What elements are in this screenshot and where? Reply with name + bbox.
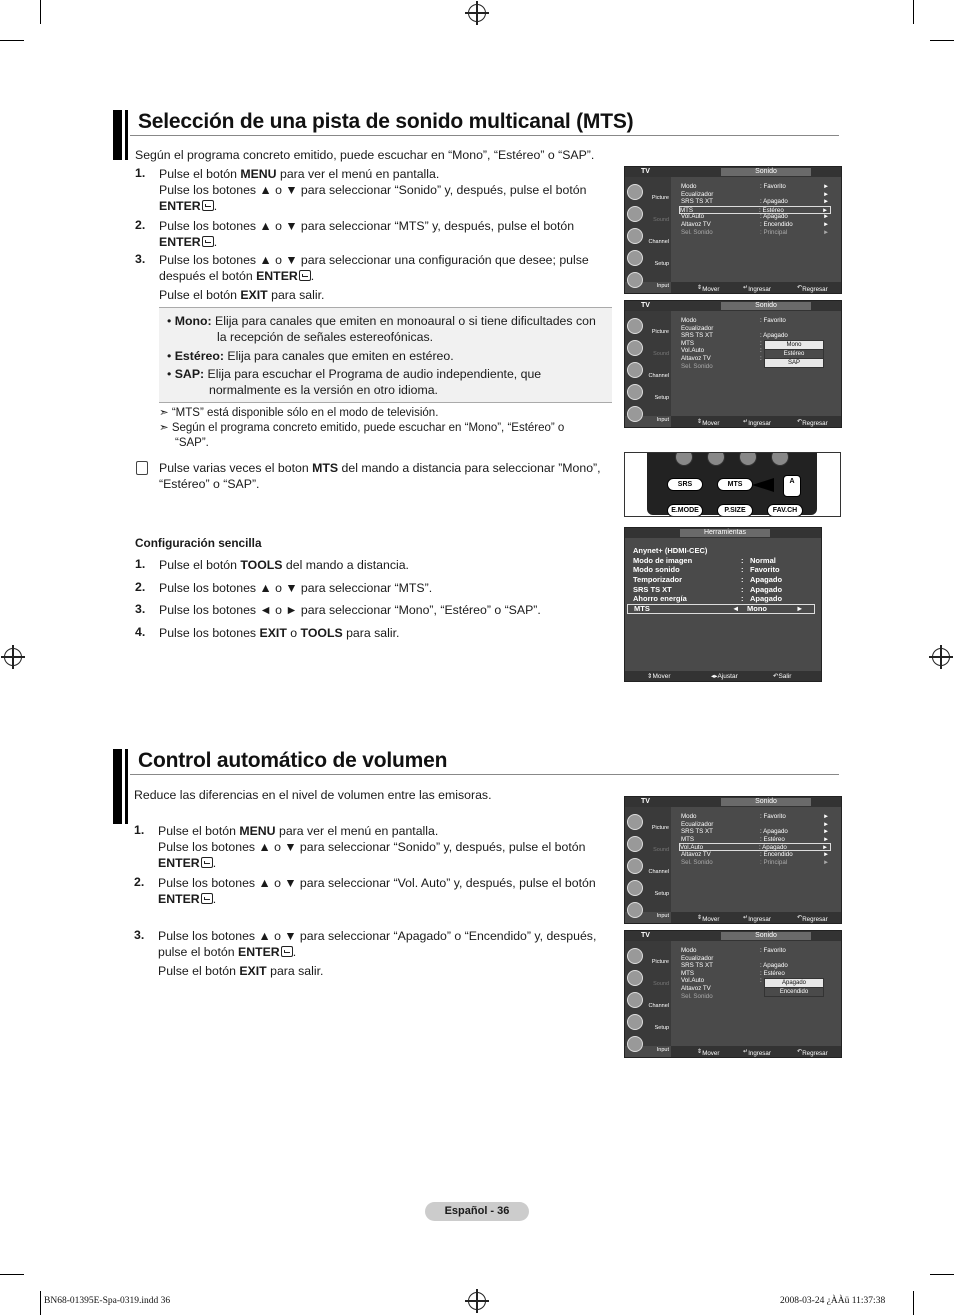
section-bar [125, 749, 128, 824]
easy-setup-title: Configuración sencilla [135, 536, 262, 550]
hint-mover: Mover [702, 420, 720, 427]
section-bar [113, 749, 122, 824]
step-number: 1. [134, 823, 145, 837]
crop-mark [0, 1274, 24, 1275]
hint-ingresar: Ingresar [748, 286, 771, 293]
step-3: Pulse los botones ▲ o ▼ para seleccionar una configuración que desee; pulse después el botón ENTER . [159, 253, 589, 283]
setup-icon [627, 250, 643, 266]
crop-mark [913, 1291, 914, 1315]
menu-row[interactable]: Modo : Favorito ► [681, 813, 830, 820]
hint-ingresar: Ingresar [748, 1050, 771, 1057]
tools-row-selected-mts[interactable]: MTS ◄ Mono ► [627, 604, 815, 614]
side-item: Sound [653, 351, 669, 357]
step-number: 1. [135, 166, 146, 180]
tools-row[interactable]: Ahorro energía : Apagado [633, 594, 783, 603]
enter-icon [201, 893, 213, 904]
page-number-badge: Español - 36 [425, 1202, 529, 1221]
menu-title: Sonido [721, 168, 811, 176]
picture-icon [627, 184, 643, 200]
intro-text: Según el programa concreto emitido, puede escuchar en “Mono”, “Estéreo” o “SAP”. [135, 148, 595, 162]
tools-row[interactable]: SRS TS XT : Apagado [633, 585, 783, 594]
menu-row[interactable]: Sel. Sonido [681, 363, 713, 370]
popup-option[interactable]: Estéreo [764, 349, 824, 359]
section-bar [125, 110, 128, 160]
mts-popup[interactable] [764, 341, 824, 368]
menu-row[interactable]: SRS TS XT : Apagado [681, 332, 788, 339]
side-item: Setup [654, 891, 669, 897]
side-item: Setup [654, 261, 669, 267]
step-number: 1. [135, 557, 146, 571]
tv-menu-sonido-mts: TV Sonido Picture Sound Channel Setup Input Modo : Favorito Ecualizador SRS TS XT : Apagado MTS : Vol.Auto : Altavoz TV : Sel. Sonido Mono Estéreo SAP ⇕ Mover ↵ Ingresar ↶ Regresar [624, 300, 842, 428]
side-item: Channel [648, 239, 669, 245]
menu-row-selected[interactable]: MTS : [681, 340, 762, 347]
side-item: Input [656, 417, 669, 423]
setup-icon [627, 880, 643, 896]
section-bar [113, 110, 122, 160]
vol-step-1: Pulse el botón MENU para ver el menú en pantalla. Pulse los botones ▲ o ▼ para seleccionar “Sonido” y, después, pulse el botón ENTER . [158, 824, 586, 870]
menu-row[interactable]: MTS : Estéreo ► [681, 836, 830, 843]
sound-icon [627, 836, 643, 852]
registration-mark-icon [468, 1292, 486, 1310]
popup-option[interactable]: SAP [764, 358, 824, 368]
sound-icon [627, 206, 643, 222]
tv-menu-sonido-vol: TV Sonido Picture Sound Channel Setup Input Modo : Favorito ► Ecualizador ► SRS TS XT : Apagado ► MTS : Estéreo ► Vol.Auto : Apagado ► Altavoz TV : Encendido ► Sel. Sonido : Principal ► ⇕ Mover ↵ Ingresar ↶ Regresar [624, 796, 842, 924]
setup-icon [627, 1014, 643, 1030]
picture-icon [627, 814, 643, 830]
step-number: 2. [134, 875, 145, 889]
picture-icon [627, 318, 643, 334]
footer-file-info: BN68-01395E-Spa-0319.indd 36 [44, 1296, 171, 1306]
hint-ajustar: Ajustar [717, 673, 738, 680]
emode-button: E.MODE [667, 504, 703, 517]
side-item: Setup [654, 395, 669, 401]
note-1: ➣ “MTS” está disponible sólo en el modo de televisión. [159, 407, 439, 419]
registration-mark-icon [932, 648, 950, 666]
menu-row[interactable]: MTS : Estéreo [681, 970, 785, 977]
tools-title: Herramientas [680, 529, 770, 537]
side-item: Picture [651, 329, 669, 335]
option-sap: • SAP: Elija para escuchar el Programa de audio independiente, que [167, 367, 542, 381]
menu-row[interactable]: Altavoz TV [681, 985, 711, 992]
menu-row[interactable]: Modo : Favorito [681, 947, 786, 954]
menu-row[interactable]: Altavoz TV : [681, 355, 762, 362]
channel-icon [627, 362, 643, 378]
menu-row-selected[interactable]: Vol.Auto : Apagado ► [679, 843, 831, 851]
menu-row[interactable]: Sel. Sonido [681, 993, 713, 1000]
easy-step-1: Pulse el botón TOOLS del mando a distancia. [159, 558, 409, 572]
crop-mark [40, 0, 41, 24]
tv-label: TV [641, 302, 650, 309]
easy-step-4: Pulse los botones EXIT o TOOLS para salir. [159, 626, 400, 640]
input-icon [627, 272, 643, 288]
input-icon [627, 1036, 643, 1052]
vol-step-2: Pulse los botones ▲ o ▼ para seleccionar “Vol. Auto” y, después, pulse el botón ENTER . [158, 876, 596, 906]
menu-row[interactable]: Sel. Sonido : Principal ► [681, 859, 830, 866]
menu-row[interactable]: Modo : Favorito ► [681, 183, 830, 190]
menu-row[interactable]: Altavoz TV : Encendido ► [681, 221, 830, 228]
menu-title: Sonido [721, 302, 811, 310]
tv-label: TV [641, 798, 650, 805]
menu-row[interactable]: Ecualizador [681, 325, 714, 332]
tv-menu-sonido-vol-popup: TV Sonido Picture Sound Channel Setup Input Modo : Favorito Ecualizador SRS TS XT : Apagado MTS : Estéreo Vol.Auto : Altavoz TV Sel. Sonido Apagado Encendido ⇕ Mover ↵ Ingresar ↶ Regresar [624, 930, 842, 1058]
intro-text: Reduce las diferencias en el nivel de volumen entre las emisoras. [134, 788, 492, 802]
crop-mark [930, 1274, 954, 1275]
hint-ingresar: Ingresar [748, 916, 771, 923]
side-item: Channel [648, 1003, 669, 1009]
step-number: 3. [134, 928, 145, 942]
channel-icon [627, 858, 643, 874]
mts-button: MTS [717, 478, 753, 491]
enter-icon [299, 270, 311, 281]
sound-icon [627, 970, 643, 986]
menu-title: Sonido [721, 798, 811, 806]
menu-title: Sonido [721, 932, 811, 940]
menu-row[interactable]: Ecualizador ► [681, 191, 830, 198]
option-sap-cont: normalmente es la versión en otro idioma. [209, 383, 438, 397]
option-estereo: • Estéreo: Elija para canales que emiten en estéreo. [167, 349, 454, 363]
input-icon [627, 406, 643, 422]
side-item: Picture [651, 195, 669, 201]
a-button: A [783, 475, 801, 497]
menu-row[interactable]: Ecualizador [681, 955, 714, 962]
step-number: 3. [135, 252, 146, 266]
popup-option[interactable]: Mono [764, 340, 824, 350]
sound-icon [627, 340, 643, 356]
exit-instruction: Pulse el botón EXIT para salir. [159, 288, 325, 302]
title-rule [130, 135, 839, 136]
tv-label: TV [641, 168, 650, 175]
menu-row[interactable]: SRS TS XT : Apagado ► [681, 198, 830, 205]
crop-mark [40, 1291, 41, 1315]
menu-row-selected[interactable]: Vol.Auto : [681, 977, 762, 984]
enter-icon [202, 236, 214, 247]
step-number: 4. [135, 625, 146, 639]
side-item: Input [656, 1047, 669, 1053]
title-rule [130, 774, 839, 775]
picture-icon [627, 948, 643, 964]
hint-regresar: Regresar [802, 1050, 828, 1057]
side-item: Setup [654, 1025, 669, 1031]
enter-icon [201, 857, 213, 868]
crop-mark [930, 40, 954, 41]
tools-row[interactable]: Modo de imagen : Normal [633, 556, 776, 565]
enter-icon [202, 200, 214, 211]
side-item: Sound [653, 217, 669, 223]
popup-option[interactable]: Apagado [764, 978, 824, 988]
menu-row[interactable]: Modo : Favorito [681, 317, 786, 324]
section-title-mts: Selección de una pista de sonido multicanal (MTS) [138, 110, 634, 133]
step-2: Pulse los botones ▲ o ▼ para seleccionar “MTS” y, después, pulse el botón ENTER . [159, 219, 575, 249]
side-item: Sound [653, 847, 669, 853]
vol-popup[interactable] [764, 979, 824, 997]
easy-step-3: Pulse los botones ◄ o ► para seleccionar “Mono”, “Estéreo” o “SAP”. [159, 603, 541, 617]
tools-menu: Herramientas Anynet+ (HDMI-CEC) Modo de imagen : Normal Modo sonido : Favorito Temporizador : Apagado SRS TS XT : Apagado Ahorro energía : Apagado MTS ◄ Mono ► ⇕ Mover ◂▸ Ajustar ↶ Salir [624, 527, 822, 682]
note-2-cont: “SAP”. [175, 437, 209, 449]
input-icon [627, 902, 643, 918]
menu-row[interactable]: Ecualizador ► [681, 821, 830, 828]
side-item: Picture [651, 959, 669, 965]
menu-row-selected[interactable]: MTS : Estéreo ► [679, 206, 831, 214]
registration-mark-icon [4, 648, 22, 666]
side-item: Sound [653, 981, 669, 987]
menu-row[interactable]: Vol.Auto : Apagado ► [681, 213, 830, 220]
remote-control-image [624, 452, 841, 517]
menu-row[interactable]: Altavoz TV : Encendido ► [681, 851, 830, 858]
tools-row[interactable]: Anynet+ (HDMI-CEC) [633, 546, 708, 555]
tv-menu-sonido-1: TV Sonido Picture Sound Channel Setup Input Modo : Favorito ► Ecualizador ► SRS TS XT : Apagado ► MTS : Estéreo ► Vol.Auto : Apagado ► Altavoz TV : Encendido ► Sel. Sonido : Principal ► ⇕ Mover ↵ Ingresar ↶ Regresar [624, 166, 842, 294]
psize-button: P.SIZE [717, 504, 753, 517]
setup-icon [627, 384, 643, 400]
hint-mover: Mover [702, 916, 720, 923]
registration-mark-icon [468, 4, 486, 22]
side-item: Channel [648, 373, 669, 379]
arrow-pointer-icon [752, 478, 774, 492]
popup-option[interactable]: Encendido [764, 987, 824, 997]
crop-mark [0, 40, 24, 41]
tools-row[interactable]: Temporizador : Apagado [633, 575, 783, 584]
crop-mark [913, 0, 914, 24]
hint-mover: Mover [652, 673, 671, 680]
favch-button: FAV.CH [767, 504, 803, 517]
tv-label: TV [641, 932, 650, 939]
hint-regresar: Regresar [802, 916, 828, 923]
menu-row[interactable]: Vol.Auto : [681, 347, 762, 354]
step-number: 2. [135, 218, 146, 232]
remote-note-icon [136, 461, 148, 475]
step-1: Pulse el botón MENU para ver el menú en pantalla. Pulse los botones ▲ o ▼ para seleccionar “Sonido” y, después, pulse el botón ENTER . [159, 167, 587, 213]
channel-icon [627, 228, 643, 244]
channel-icon [627, 992, 643, 1008]
easy-step-2: Pulse los botones ▲ o ▼ para seleccionar “MTS”. [159, 581, 433, 595]
step-number: 2. [135, 580, 146, 594]
srs-button: SRS [667, 478, 703, 491]
hint-regresar: Regresar [802, 420, 828, 427]
hint-regresar: Regresar [802, 286, 828, 293]
menu-row[interactable]: SRS TS XT : Apagado [681, 962, 788, 969]
vol-step-3: Pulse los botones ▲ o ▼ para seleccionar “Apagado” o “Encendido” y, después, pulse el botón ENTER . [158, 929, 597, 959]
step-number: 3. [135, 602, 146, 616]
menu-row[interactable]: Sel. Sonido : Principal ► [681, 229, 830, 236]
side-item: Picture [651, 825, 669, 831]
option-mono: • Mono: Elija para canales que emiten en monoaural o si tiene dificultades con [167, 314, 596, 328]
side-item: Input [656, 283, 669, 289]
hint-mover: Mover [702, 1050, 720, 1057]
enter-icon [281, 946, 293, 957]
remote-note: Pulse varias veces el boton MTS del mando a distancia para seleccionar ”Mono”, “Estéreo” o “SAP”. [159, 461, 601, 491]
side-item: Channel [648, 869, 669, 875]
note-2: ➣ Según el programa concreto emitido, puede escuchar en “Mono”, “Estéreo” o [159, 422, 565, 434]
menu-row[interactable]: SRS TS XT : Apagado ► [681, 828, 830, 835]
option-mono-cont: la recepción de señales estereofónicas. [217, 330, 434, 344]
hint-ingresar: Ingresar [748, 420, 771, 427]
side-item: Input [656, 913, 669, 919]
footer-timestamp: 2008-03-24 ¿ÀÀü 11:37:38 [780, 1296, 886, 1306]
tools-row[interactable]: Modo sonido : Favorito [633, 565, 780, 574]
hint-salir: Salir [778, 673, 792, 680]
section-title-volumen: Control automático de volumen [138, 749, 448, 772]
exit-instruction: Pulse el botón EXIT para salir. [158, 964, 324, 978]
hint-mover: Mover [702, 286, 720, 293]
